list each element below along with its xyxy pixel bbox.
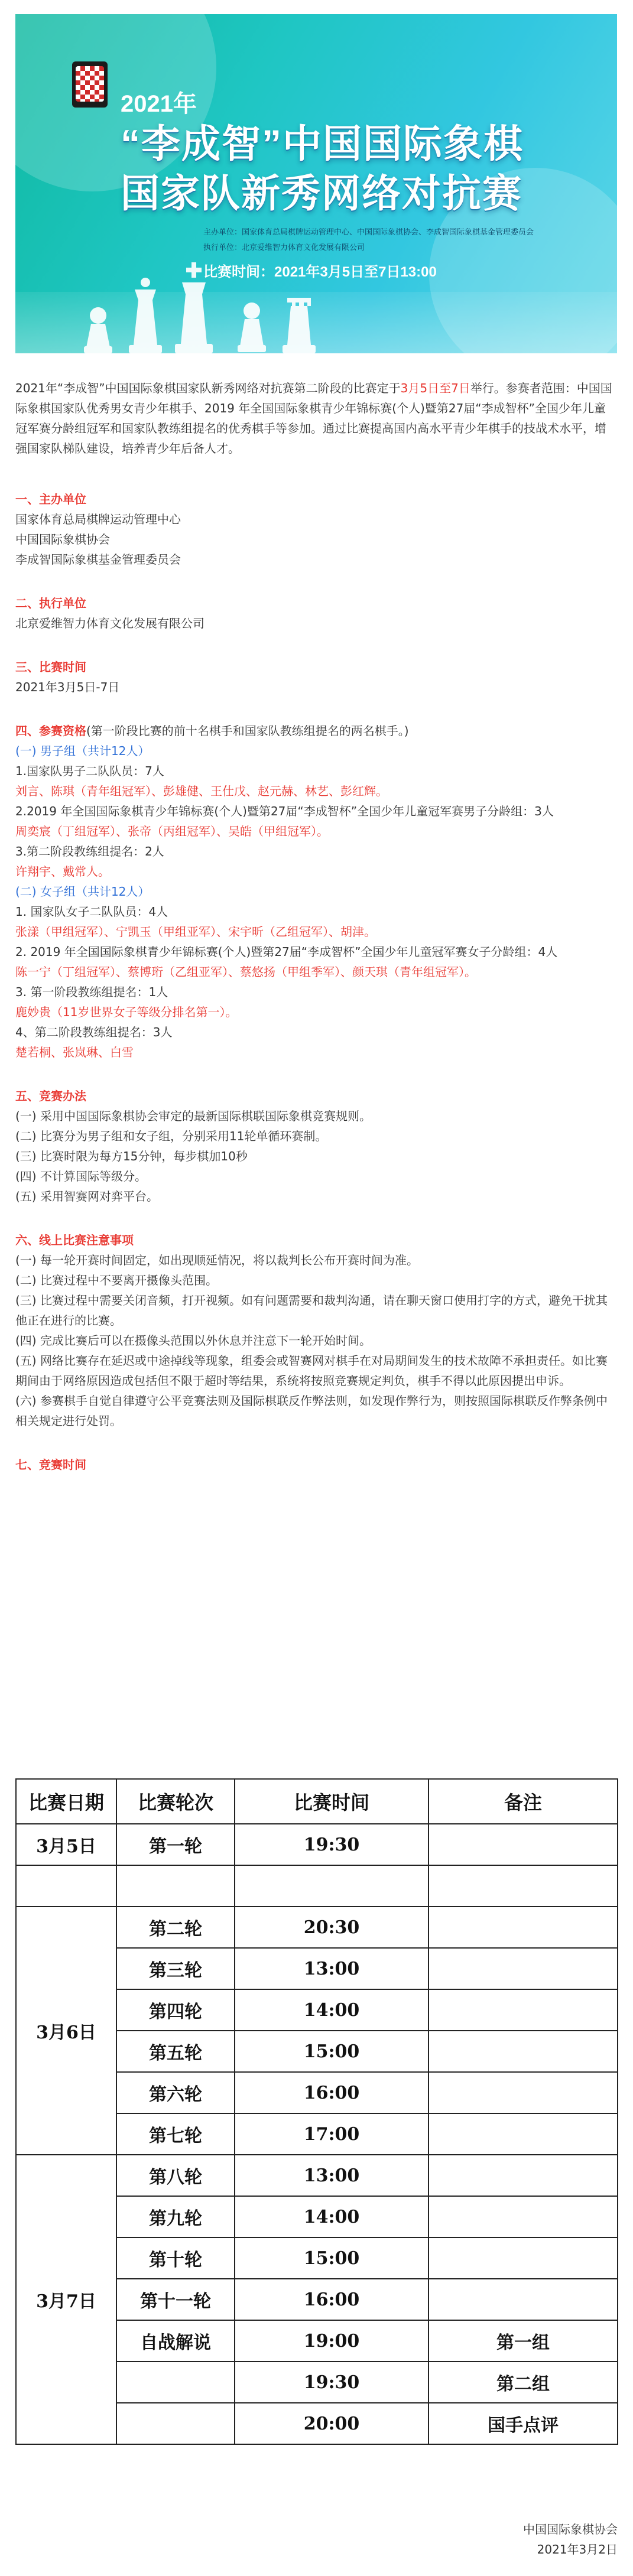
banner-executor: 执行单位：北京爱维智力体育文化发展有限公司: [203, 243, 365, 252]
round-cell: 第四轮: [116, 1989, 235, 2031]
table-row: [16, 1824, 618, 1865]
girls-line: 3. 第一阶段教练组提名：1人: [15, 985, 168, 999]
banner-time: 比赛时间：2021年3月5日至7日13:00: [203, 264, 437, 280]
rule-line: (二) 比赛分为男子组和女子组，分别采用11轮单循环赛制。: [15, 1129, 327, 1143]
header-time: 比赛时间: [235, 1779, 429, 1824]
boys-line: 2.2019 年全国国际象棋青少年锦标赛(个人)暨第27届“李成智杯”全国少年儿童冠军赛男子分龄组：3人: [15, 804, 554, 818]
time-cell: 19:30: [235, 1824, 429, 1865]
intro-text: 2021年“李成智”中国国际象棋国家队新秀网络对抗赛第二阶段的比赛定于: [15, 381, 401, 395]
organizer-line: 国家体育总局棋牌运动管理中心: [15, 512, 181, 526]
girls-names: 鹿妙贵（11岁世界女子等级分排名第一）。: [15, 1005, 238, 1019]
rule-line: (四) 不计算国际等级分。: [15, 1169, 147, 1183]
rule-line: (三) 比赛时限为每方15分钟，每步棋加10秒: [15, 1149, 248, 1163]
note-cell: [429, 1948, 618, 1989]
banner-title-line2: 国家队新秀网络对抗赛: [121, 171, 522, 215]
round-cell: 第十一轮: [116, 2279, 235, 2320]
note-line: (四) 完成比赛后可以在摄像头范围以外休息并注意下一轮开始时间。: [15, 1333, 371, 1348]
banner-organizers: 主办单位：国家体育总局棋牌运动管理中心、中国国际象棋协会、李成智国际象棋基金管理委员会: [203, 227, 534, 236]
section-heading-eligibility-row: [15, 721, 617, 741]
time-cell: 13:00: [235, 2155, 429, 2196]
round-cell: 第七轮: [116, 2113, 235, 2155]
announcement-body: [15, 378, 617, 1475]
time-cell: 15:00: [235, 2237, 429, 2279]
time-cell: 14:00: [235, 2196, 429, 2237]
banner-year: 2021年: [121, 91, 197, 117]
note-cell: 第一组: [429, 2320, 618, 2362]
signature-block: [523, 2519, 618, 2559]
round-cell: 第二轮: [116, 1907, 235, 1948]
round-cell: 第十轮: [116, 2237, 235, 2279]
date-cell: 3月6日: [16, 1907, 116, 2155]
round-cell: 第五轮: [116, 2031, 235, 2072]
boys-names: 周奕宸（丁组冠军）、张帝（丙组冠军）、吴皓（甲组冠军）。: [15, 824, 329, 838]
section-heading-rules: 五、竞赛办法: [15, 1089, 86, 1103]
header-note: 备注: [429, 1779, 618, 1824]
note-cell: [429, 1824, 618, 1865]
girls-names: 陈一宁（丁组冠军）、蔡博珩（乙组亚军）、蔡悠扬（甲组季军）、颜天琪（青年组冠军）。: [15, 965, 476, 979]
note-cell: 国手点评: [429, 2403, 618, 2444]
section-heading-eligibility: 四、参赛资格: [15, 724, 86, 738]
header-date: 比赛日期: [16, 1779, 116, 1824]
time-cell: 19:30: [235, 2362, 429, 2403]
table-row: [16, 1907, 618, 1948]
date-cell: [16, 1865, 116, 1907]
executor-line: 北京爱维智力体育文化发展有限公司: [15, 616, 204, 630]
note-line: (五) 网络比赛存在延迟或中途掉线等现象，组委会或智赛网对棋手在对局期间发生的技术故障不承担责任。如比赛期间由于网络原因造成包括但不限于超时等结果，系统将按照竞赛规定判负，棋手不得以此原因提出申诉。: [15, 1354, 608, 1388]
time-cell: 15:00: [235, 2031, 429, 2072]
note-cell: [429, 2072, 618, 2113]
intro-paragraph: [15, 378, 617, 458]
round-cell: 第八轮: [116, 2155, 235, 2196]
round-cell: [116, 1865, 235, 1907]
round-cell: 自战解说: [116, 2320, 235, 2362]
time-cell: 16:00: [235, 2279, 429, 2320]
note-cell: [429, 1989, 618, 2031]
round-cell: 第一轮: [116, 1824, 235, 1865]
time-cell: 20:30: [235, 1907, 429, 1948]
table-row: [16, 1865, 618, 1907]
note-cell: [429, 2196, 618, 2237]
note-line: (二) 比赛过程中不要离开摄像头范围。: [15, 1273, 218, 1287]
round-cell: 第三轮: [116, 1948, 235, 1989]
header-round: 比赛轮次: [116, 1779, 235, 1824]
banner-title-line1: “李成智”中国国际象棋: [121, 122, 524, 165]
note-cell: [429, 2279, 618, 2320]
note-cell: 第二组: [429, 2362, 618, 2403]
rule-line: (五) 采用智赛网对弈平台。: [15, 1189, 158, 1204]
table-header-row: [16, 1779, 618, 1824]
section-heading-online-notes: 六、线上比赛注意事项: [15, 1233, 134, 1247]
round-cell: [116, 2362, 235, 2403]
signature-date: 2021年3月2日: [537, 2542, 618, 2557]
round-cell: [116, 2403, 235, 2444]
time-cell: 19:00: [235, 2320, 429, 2362]
note-cell: [429, 1865, 618, 1907]
intro-text-cont: 举行。参赛者范围：中国国际象棋国家队优秀男女青少年棋手、2019 年全国国际象棋青少年锦标赛(个人)暨第27届“李成智杯”全国少年儿童冠军赛分龄组冠军和国家队教练组提名的优秀棋手等参加。通过比赛提高国内高水平青少年棋手的技战术水平，增强国家队梯队建设，培养青少年后备人才。: [15, 381, 612, 456]
note-cell: [429, 2155, 618, 2196]
girls-line: 4、第二阶段教练组提名：3人: [15, 1025, 173, 1039]
time-line: 2021年3月5日-7日: [15, 680, 120, 694]
section-heading-time: 三、比赛时间: [15, 660, 86, 674]
note-line: (三) 比赛过程中需要关闭音频，打开视频。如有问题需要和裁判沟通，请在聊天窗口使用打字的方式，避免干扰其他正在进行的比赛。: [15, 1293, 608, 1328]
girls-names: 张漾（甲组冠军）、宁凯玉（甲组亚军）、宋宇昕（乙组冠军）、胡津。: [15, 925, 376, 939]
chess-association-logo: [72, 61, 108, 108]
table-row: [16, 2155, 618, 2196]
chess-pieces-illustration: [57, 256, 352, 353]
note-cell: [429, 2113, 618, 2155]
note-cell: [429, 1907, 618, 1948]
section-heading-schedule: 七、竞赛时间: [15, 1458, 86, 1472]
round-cell: 第九轮: [116, 2196, 235, 2237]
organizer-line: 李成智国际象棋基金管理委员会: [15, 552, 181, 567]
note-line: (一) 每一轮开赛时间固定，如出现顺延情况，将以裁判长公布开赛时间为准。: [15, 1253, 418, 1267]
signature-org: 中国国际象棋协会: [523, 2522, 618, 2536]
date-cell: 3月7日: [16, 2155, 116, 2444]
note-cell: [429, 2031, 618, 2072]
time-cell: 14:00: [235, 1989, 429, 2031]
note-cell: [429, 2237, 618, 2279]
time-cell: 13:00: [235, 1948, 429, 1989]
time-cell: 16:00: [235, 2072, 429, 2113]
boys-group-label: (一) 男子组（共计12人）: [15, 744, 150, 758]
boys-names: 许翔宇、戴常人。: [15, 864, 110, 879]
girls-line: 1. 国家队女子二队队员：4人: [15, 905, 168, 919]
note-line: (六) 参赛棋手自觉自律遵守公平竞赛法则及国际棋联反作弊法则，如发现作弊行为，则按照国际棋联反作弊条例中相关规定进行处罚。: [15, 1394, 608, 1428]
round-cell: 第六轮: [116, 2072, 235, 2113]
time-cell: 17:00: [235, 2113, 429, 2155]
girls-group-label: (二) 女子组（共计12人）: [15, 884, 150, 899]
organizer-line: 中国国际象棋协会: [15, 532, 110, 547]
boys-line: 3.第二阶段教练组提名：2人: [15, 844, 164, 858]
date-cell: 3月5日: [16, 1824, 116, 1865]
section-heading-organizer: 一、主办单位: [15, 492, 86, 506]
boys-names: 刘言、陈琪（青年组冠军）、彭雄健、王仕戊、赵元赫、林艺、彭红辉。: [15, 784, 388, 798]
time-cell: [235, 1865, 429, 1907]
intro-date: 3月5日至7日: [400, 381, 470, 395]
boys-line: 1.国家队男子二队队员：7人: [15, 764, 164, 778]
eligibility-note: (第一阶段比赛的前十名棋手和国家队教练组提名的两名棋手。): [86, 724, 409, 738]
girls-names: 楚若桐、张岚琳、白雪: [15, 1045, 134, 1059]
girls-line: 2. 2019 年全国国际象棋青少年锦标赛(个人)暨第27届“李成智杯”全国少年儿童冠军赛女子分龄组：4人: [15, 945, 558, 959]
event-banner: [15, 14, 617, 353]
schedule-table: [15, 1778, 618, 2445]
section-heading-executor: 二、执行单位: [15, 596, 86, 610]
time-cell: 20:00: [235, 2403, 429, 2444]
rule-line: (一) 采用中国国际象棋协会审定的最新国际棋联国际象棋竞赛规则。: [15, 1109, 371, 1123]
